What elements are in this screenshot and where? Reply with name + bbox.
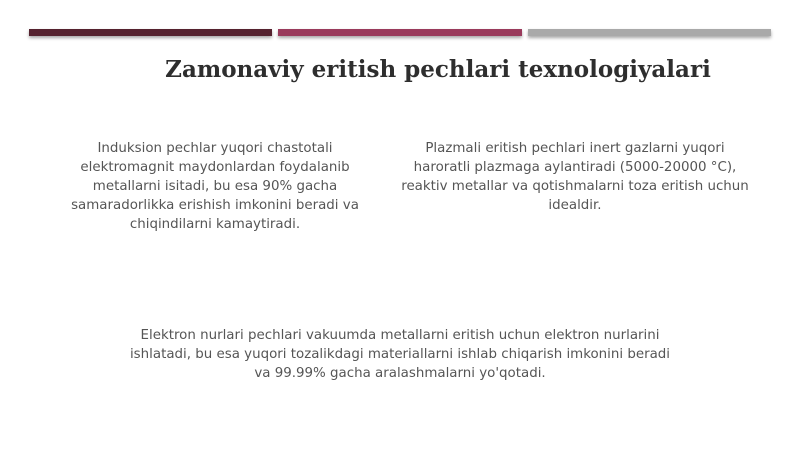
paragraph-electron-beam-furnaces: Elektron nurlari pechlari vakuumda metallarni eritish uchun elektron nurlarini ishlatadi, bu esa yuqori tozalikdagi materiallarni ishlab chiqarish imkonini beradi va 99.99% gacha aralashmalarni yo'qotadi. — [129, 328, 671, 381]
slide-title: Zamonaviy eritish pechlari texnologiyalari — [165, 56, 711, 83]
decorative-bar-gray — [528, 29, 771, 36]
decorative-bar-magenta — [278, 29, 522, 36]
paragraph-induction-furnaces: Induksion pechlar yuqori chastotali elektromagnit maydonlardan foydalanib metallarni isitadi, bu esa 90% gacha samaradorlikka erishish imkonini beradi va chiqindilarni kamaytiradi. — [71, 141, 359, 232]
decorative-bar-dark-red — [29, 29, 272, 36]
paragraph-plasma-furnaces: Plazmali eritish pechlari inert gazlarni yuqori haroratli plazmaga aylantiradi (5000-20000 °C), reaktiv metallar va qotishmalarni toza eritish uchun idealdir. — [401, 141, 749, 213]
